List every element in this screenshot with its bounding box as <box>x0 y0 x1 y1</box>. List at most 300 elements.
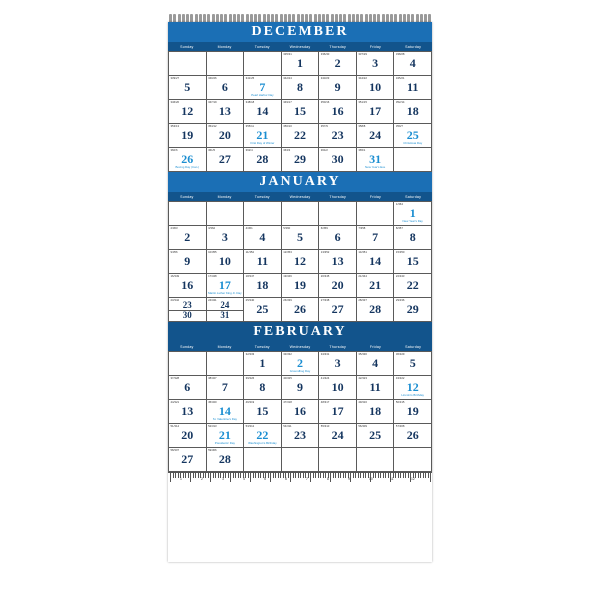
day-cell <box>357 52 395 76</box>
ruler-tick <box>275 473 276 478</box>
day-number: 13 <box>218 104 231 118</box>
day-cell-empty <box>169 202 207 226</box>
ruler-tick <box>218 473 219 478</box>
ruler-tick <box>340 473 341 478</box>
julian-day-label: 57/308 <box>395 424 405 428</box>
day-number: 23 <box>293 428 306 442</box>
julian-day-label: 16/349 <box>170 274 180 278</box>
day-number: 24 <box>220 300 230 310</box>
julian-day-label: 338/28 <box>395 52 405 56</box>
julian-day-label: 6/359 <box>320 226 328 230</box>
day-cell <box>357 148 395 172</box>
day-number: 6 <box>221 80 228 94</box>
julian-day-label: 51/314 <box>170 424 180 428</box>
day-cell <box>244 352 282 376</box>
julian-day-label: 363/3 <box>283 148 291 152</box>
julian-day-label: 13/352 <box>320 250 330 254</box>
holiday-label: Washington's Birthday <box>248 441 277 446</box>
day-cell-empty <box>207 202 245 226</box>
ruler-tick <box>360 473 361 478</box>
julian-day-label: 354/12 <box>208 124 217 128</box>
day-cell-empty <box>319 202 357 226</box>
day-cell <box>207 424 245 448</box>
day-cell <box>357 400 395 424</box>
weekday-header-monday: Monday <box>217 194 232 199</box>
julian-day-label: 340/26 <box>208 76 217 80</box>
day-cell <box>244 424 282 448</box>
julian-day-label: 39/326 <box>245 376 255 380</box>
day-number: 3 <box>334 356 341 370</box>
day-cell <box>394 298 432 322</box>
day-number: 26 <box>406 428 419 442</box>
day-cell <box>319 274 357 298</box>
day-number: 13 <box>331 254 344 268</box>
julian-day-label: 58/307 <box>170 448 180 452</box>
julian-day-label: 10/355 <box>208 250 217 254</box>
day-cell-empty <box>319 448 357 472</box>
day-cell <box>394 124 432 148</box>
holiday-label: New Year's Eve <box>365 165 386 170</box>
day-cell <box>357 226 395 250</box>
holiday-label: Groundhog Day <box>289 369 311 374</box>
day-cell <box>207 226 245 250</box>
day-number: 18 <box>256 278 269 292</box>
ruler-tick <box>425 473 426 478</box>
julian-day-label: 26/339 <box>283 298 292 302</box>
julian-day-label: 335/31 <box>283 52 292 56</box>
ruler-tick <box>323 473 324 478</box>
ruler-tick <box>238 473 239 478</box>
day-cell <box>169 400 207 424</box>
ruler-tick <box>225 473 226 478</box>
month-title-banner: FEBRUARY <box>168 322 432 342</box>
day-cell <box>394 352 432 376</box>
day-cell-empty <box>244 202 282 226</box>
day-number: 21 <box>256 128 269 142</box>
ruler-tick <box>430 473 431 482</box>
julian-day-label: 43/322 <box>395 376 405 380</box>
day-number: 25 <box>406 128 419 142</box>
day-number: 6 <box>184 380 191 394</box>
holiday-label: Christmas Day <box>403 141 423 146</box>
weekday-header-monday: Monday <box>217 344 232 349</box>
day-cell <box>394 400 432 424</box>
day-cell <box>244 76 282 100</box>
day-cell <box>169 76 207 100</box>
day-number: 4 <box>409 56 416 70</box>
julian-day-label: 20/345 <box>320 274 330 278</box>
ruler-tick <box>175 473 176 478</box>
day-cell <box>319 148 357 172</box>
ruler-tick <box>220 473 221 478</box>
ruler-tick <box>388 473 389 478</box>
weekday-header-tuesday: Tuesday <box>254 44 270 49</box>
ruler-tick <box>313 473 314 478</box>
day-cell-empty <box>207 352 245 376</box>
day-cell <box>394 202 432 226</box>
day-number: 10 <box>218 254 231 268</box>
day-number: 17 <box>369 104 382 118</box>
day-cell <box>244 400 282 424</box>
ruler-tick <box>280 473 281 478</box>
julian-day-label: 351/15 <box>358 100 367 104</box>
julian-day-label: 56/309 <box>358 424 367 428</box>
julian-day-label: 55/310 <box>320 424 330 428</box>
day-cell <box>319 298 357 322</box>
ruler-tick <box>398 473 399 478</box>
ruler-tick <box>248 473 249 478</box>
weekday-header-friday: Friday <box>369 194 382 199</box>
day-number: 22 <box>406 278 419 292</box>
day-number: 23 <box>182 300 192 310</box>
ruler-tick <box>380 473 381 478</box>
ruler-tick <box>338 473 339 478</box>
ruler-tick <box>335 473 336 478</box>
ruler-tick <box>283 473 284 478</box>
julian-day-label: 342/24 <box>283 76 292 80</box>
day-cell <box>319 376 357 400</box>
ruler-tick <box>255 473 256 478</box>
ruler-tick <box>395 473 396 478</box>
ruler-tick <box>310 473 311 482</box>
day-cell <box>169 226 207 250</box>
julian-day-label: 362/4 <box>245 148 253 152</box>
day-cell <box>394 376 432 400</box>
day-cell <box>394 274 432 298</box>
julian-day-label: 15/350 <box>395 250 405 254</box>
julian-day-label: 343/23 <box>320 76 330 80</box>
julian-day-label: 356/10 <box>283 124 292 128</box>
day-cell <box>244 274 282 298</box>
day-cell <box>282 400 320 424</box>
day-cell <box>207 76 245 100</box>
day-number: 7 <box>221 380 228 394</box>
ruler-tick <box>318 473 319 478</box>
day-cell <box>244 376 282 400</box>
day-cell-empty <box>207 52 245 76</box>
day-cell <box>282 250 320 274</box>
bottom-ruler-strip <box>168 472 432 484</box>
day-cell <box>169 124 207 148</box>
ruler-tick <box>178 473 179 478</box>
day-number: 4 <box>372 356 379 370</box>
day-number: 10 <box>369 80 382 94</box>
day-cell <box>169 274 207 298</box>
weekday-header-thursday: Thursday <box>329 344 346 349</box>
julian-day-label: 23/342 <box>170 298 180 302</box>
ruler-tick <box>333 473 334 478</box>
ruler-tick <box>303 473 304 478</box>
day-cell <box>282 76 320 100</box>
julian-day-label: 346/20 <box>170 100 180 104</box>
day-cell-empty <box>282 448 320 472</box>
julian-day-label: 361/5 <box>208 148 216 152</box>
ruler-tick <box>358 473 359 478</box>
julian-day-label: 14/351 <box>358 250 367 254</box>
day-number: 17 <box>218 278 231 292</box>
julian-day-label: 35/330 <box>358 352 367 356</box>
weekday-header-sunday: Sunday <box>180 44 194 49</box>
day-number: 18 <box>369 404 382 418</box>
julian-day-label: 1/364 <box>395 202 403 206</box>
day-number: 22 <box>256 428 269 442</box>
weekday-header-tuesday: Tuesday <box>254 344 270 349</box>
julian-day-label: 21/344 <box>358 274 367 278</box>
weekday-header-monday: Monday <box>217 44 232 49</box>
day-number: 20 <box>218 128 231 142</box>
ruler-label: 11 <box>390 477 394 481</box>
day-number: 20 <box>181 428 194 442</box>
day-cell-empty <box>244 52 282 76</box>
month-panel <box>168 172 432 322</box>
julian-day-label: 37/328 <box>170 376 180 380</box>
day-cell <box>282 226 320 250</box>
day-number: 16 <box>181 278 194 292</box>
day-cell-empty <box>244 448 282 472</box>
ruler-tick <box>215 473 216 478</box>
day-cell <box>319 124 357 148</box>
day-cell <box>357 76 395 100</box>
day-number: 1 <box>409 206 416 220</box>
day-cell <box>357 100 395 124</box>
julian-day-label: 339/27 <box>170 76 180 80</box>
day-number: 8 <box>259 380 266 394</box>
day-cell <box>394 100 432 124</box>
ruler-label: 8 <box>327 477 329 481</box>
day-cell <box>282 298 320 322</box>
day-number: 30 <box>331 152 344 166</box>
day-number: 23 <box>331 128 344 142</box>
ruler-tick <box>383 473 384 478</box>
month-grid <box>168 201 432 322</box>
day-cell <box>394 226 432 250</box>
ruler-tick <box>295 473 296 478</box>
ruler-label: 10 <box>369 477 373 481</box>
julian-day-label: 364/2 <box>320 148 328 152</box>
weekday-header-wednesday: Wednesday <box>289 194 311 199</box>
ruler-tick <box>408 473 409 478</box>
weekday-header-row <box>168 342 432 351</box>
julian-day-label: 359/7 <box>395 124 403 128</box>
day-cell <box>207 250 245 274</box>
ruler-tick <box>268 473 269 478</box>
ruler-tick <box>330 473 331 482</box>
julian-day-label: 45/320 <box>208 400 217 404</box>
day-number: 14 <box>256 104 269 118</box>
day-cell <box>357 274 395 298</box>
weekday-header-saturday: Saturday <box>405 344 422 349</box>
julian-day-label: 38/327 <box>208 376 217 380</box>
julian-day-label: 11/354 <box>245 250 254 254</box>
ruler-tick <box>228 473 229 478</box>
ruler-tick <box>233 473 234 478</box>
julian-day-label: 352/14 <box>395 100 405 104</box>
day-number: 8 <box>296 80 303 94</box>
ruler-tick <box>260 473 261 478</box>
ruler-tick <box>185 473 186 478</box>
ruler-tick <box>320 473 321 478</box>
day-cell <box>244 124 282 148</box>
ruler-tick <box>288 473 289 478</box>
julian-day-label: 347/19 <box>208 100 217 104</box>
ruler-tick <box>188 473 189 478</box>
ruler-tick <box>290 473 291 482</box>
ruler-tick <box>240 473 241 478</box>
day-number: 19 <box>181 128 194 142</box>
julian-day-label: 3/362 <box>208 226 216 230</box>
day-cell <box>282 52 320 76</box>
day-number: 25 <box>369 428 382 442</box>
weekday-header-friday: Friday <box>369 344 382 349</box>
julian-day-label: 358/8 <box>358 124 366 128</box>
julian-day-label: 18/347 <box>245 274 255 278</box>
ruler-tick <box>270 473 271 482</box>
julian-day-label: 350/16 <box>320 100 330 104</box>
ruler-tick <box>400 473 401 478</box>
julian-day-label: 47/318 <box>283 400 292 404</box>
julian-day-label: 345/21 <box>395 76 405 80</box>
day-cell <box>319 226 357 250</box>
ruler-tick <box>193 473 194 478</box>
ruler-label: 1 <box>180 477 182 481</box>
day-cell-empty <box>169 52 207 76</box>
julian-day-label: 28/337 <box>358 298 367 302</box>
julian-day-label: 12/353 <box>283 250 292 254</box>
julian-day-label: 49/316 <box>358 400 367 404</box>
day-cell <box>207 148 245 172</box>
ruler-tick <box>325 473 326 478</box>
day-cell <box>282 148 320 172</box>
ruler-tick <box>273 473 274 478</box>
ruler-tick <box>355 473 356 478</box>
day-cell <box>169 250 207 274</box>
day-number: 27 <box>181 452 194 466</box>
day-number: 1 <box>259 356 266 370</box>
day-number: 25 <box>256 302 269 316</box>
day-number: 24 <box>369 128 382 142</box>
day-number-secondary: 30 <box>182 310 192 320</box>
ruler-tick <box>170 473 171 482</box>
day-number: 29 <box>406 302 419 316</box>
julian-day-label: 44/321 <box>170 400 180 404</box>
day-number: 5 <box>296 230 303 244</box>
day-cell <box>282 274 320 298</box>
day-cell <box>357 298 395 322</box>
day-number: 12 <box>181 104 194 118</box>
weekday-header-friday: Friday <box>369 44 382 49</box>
ruler-tick <box>183 473 184 478</box>
day-cell <box>207 376 245 400</box>
day-cell <box>282 424 320 448</box>
day-number: 31 <box>369 152 382 166</box>
day-number: 14 <box>369 254 382 268</box>
ruler-tick <box>365 473 366 478</box>
julian-day-label: 17/348 <box>208 274 217 278</box>
weekday-header-wednesday: Wednesday <box>289 44 311 49</box>
ruler-tick <box>173 473 174 478</box>
day-cell <box>244 250 282 274</box>
day-number: 15 <box>256 404 269 418</box>
day-number: 2 <box>184 230 191 244</box>
month-title-banner: JANUARY <box>168 172 432 192</box>
ruler-tick <box>190 473 191 482</box>
ruler-tick <box>385 473 386 478</box>
ruler-tick <box>205 473 206 478</box>
day-cell <box>169 376 207 400</box>
julian-day-label: 19/346 <box>283 274 292 278</box>
holiday-label: Lincoln's Birthday <box>401 393 424 398</box>
day-number: 1 <box>296 56 303 70</box>
weekday-header-row <box>168 192 432 201</box>
julian-day-label: 34/331 <box>320 352 330 356</box>
day-cell <box>207 448 245 472</box>
day-number: 9 <box>296 380 303 394</box>
day-number: 11 <box>369 380 381 394</box>
day-number: 2 <box>296 356 303 370</box>
weekday-header-thursday: Thursday <box>329 44 346 49</box>
julian-day-label: 2/363 <box>170 226 178 230</box>
ruler-tick <box>213 473 214 478</box>
julian-day-label: 7/358 <box>358 226 366 230</box>
day-number: 10 <box>331 380 344 394</box>
julian-day-label: 337/29 <box>358 52 367 56</box>
julian-day-label: 25/340 <box>245 298 255 302</box>
day-cell-empty <box>169 352 207 376</box>
ruler-tick <box>418 473 419 478</box>
day-cell <box>282 124 320 148</box>
ruler-tick <box>420 473 421 478</box>
day-cell <box>319 52 357 76</box>
julian-day-label: 54/311 <box>283 424 292 428</box>
day-number: 27 <box>218 152 231 166</box>
day-cell <box>244 298 282 322</box>
day-number: 27 <box>331 302 344 316</box>
ruler-tick <box>198 473 199 478</box>
julian-day-label: 336/30 <box>320 52 330 56</box>
day-cell <box>169 148 207 172</box>
day-cell <box>169 448 207 472</box>
day-number: 3 <box>372 56 379 70</box>
ruler-tick <box>278 473 279 478</box>
day-number: 4 <box>259 230 266 244</box>
day-cell <box>244 100 282 124</box>
julian-day-label: 24/341 <box>208 298 217 302</box>
weekday-header-saturday: Saturday <box>405 44 422 49</box>
weekday-header-row <box>168 42 432 51</box>
day-number-secondary: 31 <box>220 310 230 320</box>
ruler-tick <box>415 473 416 478</box>
day-cell <box>357 250 395 274</box>
day-cell <box>319 100 357 124</box>
ruler-tick <box>363 473 364 478</box>
julian-day-label: 42/323 <box>358 376 367 380</box>
day-cell <box>207 400 245 424</box>
day-cell-empty <box>394 148 432 172</box>
ruler-label: 2 <box>201 477 203 481</box>
day-number: 5 <box>409 356 416 370</box>
day-number: 16 <box>331 104 344 118</box>
ruler-tick <box>258 473 259 478</box>
day-cell <box>357 424 395 448</box>
day-number: 8 <box>409 230 416 244</box>
day-number: 21 <box>218 428 231 442</box>
day-number: 18 <box>406 104 419 118</box>
holiday-label: New Year's Day <box>402 219 423 224</box>
ruler-tick <box>245 473 246 478</box>
month-grid <box>168 351 432 472</box>
day-number: 12 <box>406 380 419 394</box>
day-cell <box>319 400 357 424</box>
